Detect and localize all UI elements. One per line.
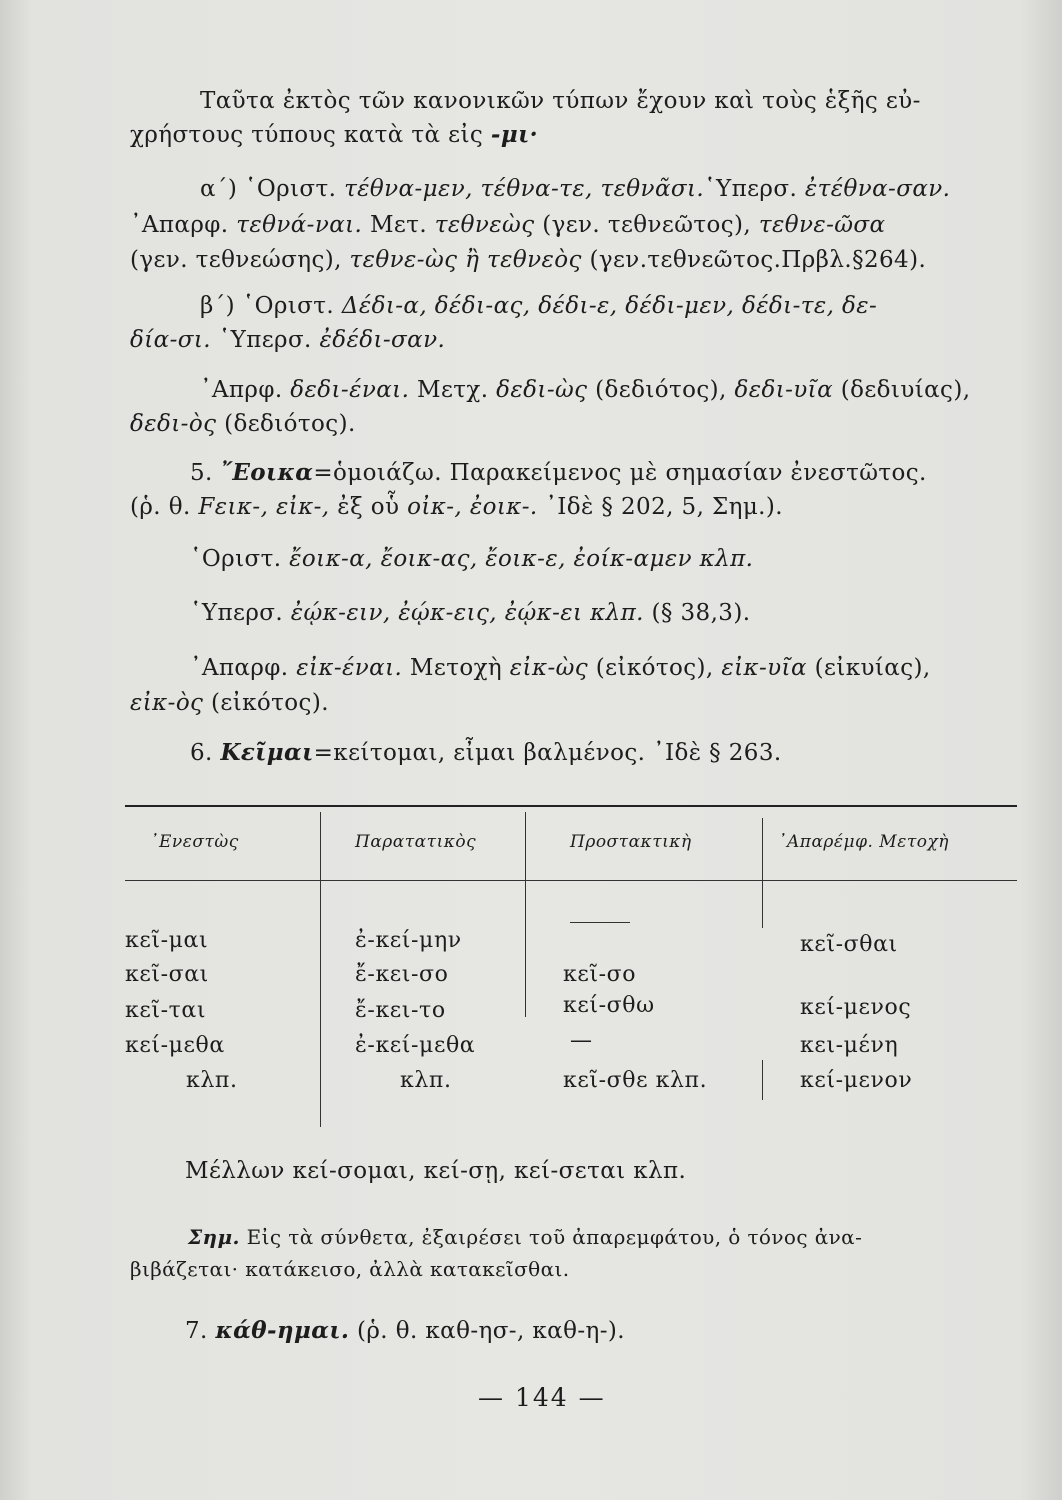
alpha-label: α΄) ῾Οριστ. <box>200 176 345 202</box>
participle-cell: κεί-μενον <box>800 1068 913 1093</box>
beta-line-1 <box>200 293 877 319</box>
imperative-cell: κεῖ-σθε κλπ. <box>563 1068 708 1093</box>
alpha-line-2 <box>130 212 885 238</box>
note-text-2: βιβάζεται· κατάκεισο, ἀλλὰ κατακεῖσθαι. <box>130 1257 570 1281</box>
beta-forms-1: Δέδι-α, δέδι-ας, δέδι-ε, δέδι-μεν, δέδι-τε, δε- <box>341 293 878 319</box>
beta-gen-3: (δεδιότος). <box>216 411 356 437</box>
imperative-cell-dash: — <box>570 1028 590 1053</box>
imperfect-cell: κλπ. <box>400 1068 452 1093</box>
intro-line-2 <box>130 122 538 148</box>
beta-part-fem: δεδι-υῖα <box>734 377 834 403</box>
s5-hyper-label: ῾Υπερσ. <box>190 600 291 626</box>
intro-text-1: Ταῦτα ἐκτὸς τῶν κανονικῶν τύπων ἔχουν καὶ τοὺς ἑξῆς εὐ- <box>200 88 921 114</box>
section-7-heading <box>185 1318 625 1344</box>
beta-line-2 <box>130 327 445 353</box>
alpha-hyper-form: ἐτέθνα-σαν. <box>804 176 951 202</box>
alpha-line-1 <box>200 176 950 202</box>
header-imperfect: Παρατατικὸς <box>355 832 477 852</box>
imperative-cell: κεῖ-σο <box>563 962 637 987</box>
section-5-number: 5. <box>190 460 221 486</box>
beta-part-label: Μετχ. <box>409 377 497 403</box>
section-5-definition: =ὁμοιάζω. Παρακείμενος μὲ σημασίαν ἐνεστῶτος. <box>313 460 927 486</box>
present-cell: κλπ. <box>186 1068 238 1093</box>
section-6-word: Κεῖμαι <box>220 739 314 766</box>
beta-label: β΄) ῾Οριστ. <box>200 293 342 319</box>
beta-hyper-label: ῾Υπερσ. <box>211 327 320 353</box>
table-col-divider-1 <box>320 812 321 1127</box>
s5-roots-2: οἰκ-, ἐοικ-. <box>407 494 538 520</box>
alpha-part-form: τεθνεὼς <box>434 212 535 238</box>
beta-line-3 <box>200 377 970 403</box>
header-infinitive-participle: ᾿Απαρέμφ. Μετοχὴ <box>778 832 949 852</box>
note-line-2 <box>130 1258 570 1281</box>
alpha-part-neut: τεθνε-ὼς ἢ τεθνεὸς <box>349 247 582 273</box>
present-cell: κεί-μεθα <box>125 1033 225 1058</box>
s5-gen-1: (εἰκότος), <box>588 655 722 681</box>
intro-mi-suffix: -μι· <box>490 121 539 148</box>
intro-line-1 <box>200 88 921 114</box>
infinitive-cell: κεῖ-σθαι <box>800 932 898 957</box>
participle-cell: κει-μένη <box>800 1033 899 1058</box>
alpha-part-label: Μετ. <box>362 212 435 238</box>
note-text-1: Εἰς τὰ σύνθετα, ἐξαιρέσει τοῦ ἀπαρεμφάτου, ὁ τόνος ἀνα- <box>239 1225 863 1249</box>
section-6-definition: =κείτομαι, εἶμαι βαλμένος. ᾿Ιδὲ § 263. <box>313 740 782 766</box>
alpha-gen-1: (γεν. τεθνεῶτος), <box>534 212 759 238</box>
beta-form-end: δία-σι. <box>130 327 211 353</box>
alpha-forms-1: τέθνα-μεν, τέθνα-τε, τεθνᾶσι. <box>344 176 705 202</box>
section-7-word: κάθ-ημαι. <box>215 1317 350 1344</box>
section-5-inf <box>190 655 931 681</box>
s5-part-neut: εἰκ-ὸς <box>130 690 204 716</box>
table-col-divider-3 <box>762 818 763 928</box>
imperative-cell: κεί-σθω <box>563 993 655 1018</box>
s5-hyper-ref: (§ 38,3). <box>643 600 751 626</box>
header-present: ᾿Ενεστὼς <box>150 832 239 852</box>
imperfect-cell: ἐ-κεί-μην <box>355 928 462 953</box>
s5-from: ἐξ οὗ <box>329 494 408 520</box>
intro-text-2: χρήστους τύπους κατὰ τὰ εἰς <box>130 122 491 148</box>
s5-root-label: (ῥ. θ. <box>130 494 199 520</box>
s5-part-label: Μετοχὴ <box>402 655 510 681</box>
s5-orist-forms: ἔοικ-α, ἔοικ-ας, ἔοικ-ε, ἐοίκ-αμεν κλπ. <box>289 546 754 572</box>
participle-cell: κεί-μενος <box>800 995 912 1020</box>
section-5-inf-2 <box>130 690 329 716</box>
imperfect-cell: ἔ-κει-το <box>355 998 446 1023</box>
section-5-word: ῎Εοικα <box>220 459 314 486</box>
s5-hyper-forms: ἐῴκ-ειν, ἐῴκ-εις, ἐῴκ-ει κλπ. <box>290 600 644 626</box>
future-line <box>185 1158 686 1184</box>
beta-hyper-form: ἐδέδι-σαν. <box>319 327 446 353</box>
table-header-rule <box>125 880 1017 881</box>
s5-reference: ᾿Ιδὲ § 202, 5, Σημ.). <box>537 494 783 520</box>
page-number: — 144 — <box>478 1383 606 1412</box>
beta-part-neut: δεδι-ὸς <box>130 411 217 437</box>
beta-inf-label: ᾿Απρφ. <box>200 377 291 403</box>
imperfect-cell: ἐ-κεί-μεθα <box>355 1033 476 1058</box>
section-6-heading <box>190 740 782 766</box>
alpha-part-fem: τεθνε-ῶσα <box>758 212 886 238</box>
note-label: Σημ. <box>188 1225 240 1249</box>
beta-line-4 <box>130 411 356 437</box>
beta-gen-1: (δεδιότος), <box>587 377 735 403</box>
table-col-divider-3b <box>762 1060 763 1100</box>
header-imperative: Προστακτικὴ <box>570 832 692 852</box>
section-7-roots: (ῥ. θ. καθ-ησ-, καθ-η-). <box>349 1318 625 1344</box>
alpha-hyper-label: ῾Υπερσ. <box>704 176 805 202</box>
table-col-divider-2 <box>525 812 526 1017</box>
note-line-1 <box>188 1226 862 1249</box>
present-cell: κεῖ-ται <box>125 998 207 1023</box>
alpha-inf-form: τεθνά-ναι. <box>236 212 363 238</box>
future-text: Μέλλων κεί-σομαι, κεί-σῃ, κεί-σεται κλπ. <box>185 1158 687 1184</box>
section-5-line-2 <box>130 494 783 520</box>
present-cell: κεῖ-μαι <box>125 928 209 953</box>
section-7-number: 7. <box>185 1318 216 1344</box>
s5-roots-1: Fεικ-, εἰκ-, <box>198 494 330 520</box>
s5-orist-label: ῾Οριστ. <box>190 546 290 572</box>
section-6-number: 6. <box>190 740 221 766</box>
alpha-line-3 <box>130 247 926 273</box>
s5-part-form: εἰκ-ὼς <box>509 655 589 681</box>
s5-inf-form: εἰκ-έναι. <box>296 655 403 681</box>
section-5-heading <box>190 460 927 486</box>
alpha-gen-2: (γεν. τεθνεώσης), <box>130 247 350 273</box>
s5-part-fem: εἰκ-υῖα <box>721 655 807 681</box>
imperfect-cell: ἔ-κει-σο <box>355 962 449 987</box>
s5-inf-label: ᾿Απαρφ. <box>190 655 297 681</box>
present-cell: κεῖ-σαι <box>125 962 209 987</box>
beta-gen-2: (δεδιυίας), <box>833 377 971 403</box>
imperative-blank-dash <box>570 922 630 923</box>
s5-gen-3: (εἰκότος). <box>203 690 329 716</box>
s5-gen-2: (εἰκυίας), <box>806 655 931 681</box>
section-5-orist <box>190 546 753 572</box>
table-top-rule <box>125 805 1017 807</box>
beta-part-form: δεδι-ὼς <box>496 377 588 403</box>
section-5-hyper <box>190 600 750 626</box>
beta-inf-form: δεδι-έναι. <box>290 377 410 403</box>
alpha-inf-label: ᾿Απαρφ. <box>130 212 237 238</box>
alpha-gen-3: (γεν.τεθνεῶτος.Πρβλ.§264). <box>581 247 927 273</box>
